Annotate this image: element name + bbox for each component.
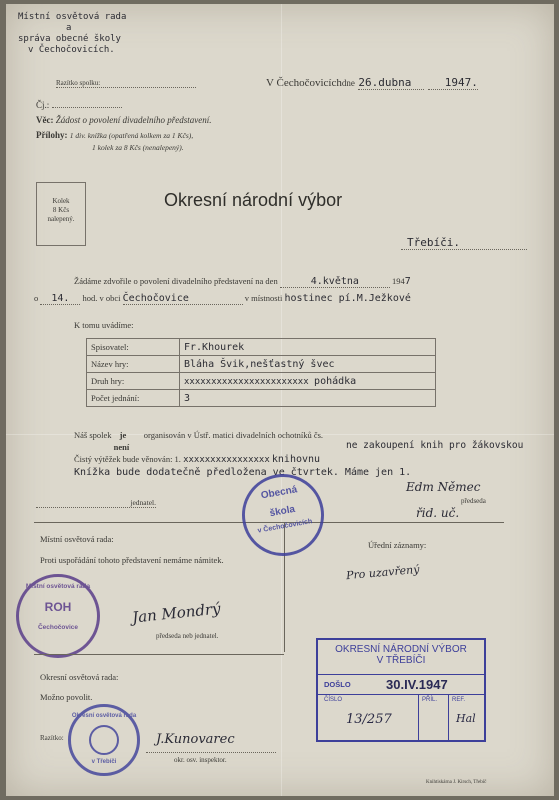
hour-text: hod. v obci <box>82 293 121 303</box>
venue: hostinec pí.M.Ježkové <box>284 293 411 304</box>
printer-imprint: Knihtiskárna J. Kirsch, Třebíč <box>426 780 487 785</box>
details-row <box>87 356 436 373</box>
attachments-label: Přílohy: <box>36 130 68 140</box>
org-line: Místní osvětová rada <box>18 12 127 22</box>
registry-stamp <box>316 638 486 742</box>
registry-divider <box>318 694 484 695</box>
ref-label: REF. <box>452 697 466 703</box>
signature-right: Edm Němec <box>406 480 481 494</box>
o-label: o <box>34 293 39 303</box>
attachments <box>36 130 193 140</box>
received-date: 30.IV.1947 <box>386 677 448 692</box>
club-status <box>74 430 324 452</box>
request-text: Žádáme zdvořile o povolení divadelního představení na den <box>74 276 278 286</box>
attachment-2: 1 kolek za 8 Kčs (nenalepený). <box>92 143 184 152</box>
number-label: ČÍSLO <box>324 697 343 703</box>
place: V Čechočovicích <box>266 77 342 89</box>
revenue-stamp-box <box>36 182 86 246</box>
addressee-title: Okresní národní výbor <box>164 190 343 210</box>
divider <box>34 654 284 655</box>
details-row <box>87 373 436 390</box>
received-label: DOŠLO <box>324 680 351 689</box>
detail-value: 3 <box>180 390 436 407</box>
local-council-label: Místní osvětová rada: <box>40 534 114 544</box>
detail-label: Počet jednání: <box>87 390 180 407</box>
chair-signature: Jan Mondrý <box>131 599 222 627</box>
registry-divider <box>318 674 484 675</box>
registry-city: V TŘEBÍČI <box>376 655 426 666</box>
official-notes-label: Úřední záznamy: <box>368 540 427 550</box>
org-header <box>18 12 126 56</box>
subject-label: Věc: <box>36 115 54 125</box>
stamp-text: ROH <box>44 600 72 614</box>
kolek-line: Kolek <box>52 197 70 205</box>
signature-line <box>146 752 276 753</box>
performance-date: 4.května <box>280 276 390 288</box>
stamp-text: v Čechočovicích <box>257 518 313 535</box>
detail-label: Spisovatel: <box>87 339 180 356</box>
request-line-2 <box>34 293 411 305</box>
k-tomu-label: K tomu uvádíme: <box>74 320 134 330</box>
place-date <box>266 76 478 90</box>
kolek-line: 8 Kčs <box>52 206 70 214</box>
local-council-text: Proti uspořádání tohoto představení nemáme námitek. <box>40 555 224 565</box>
local-council-stamp <box>16 574 100 658</box>
document-page <box>6 4 554 796</box>
venue-label: v místnosti <box>244 293 283 303</box>
signature-right-title: řid. uč. <box>416 506 460 520</box>
stamp-text: Místní osvětová rada <box>25 583 91 590</box>
org-line: správa obecné školy <box>18 34 121 44</box>
proceeds-label: Čistý výtěžek bude věnován: 1. <box>74 454 181 464</box>
play-type: pohádka <box>314 375 357 387</box>
subject-text: Žádost o povolení divadelního představení. <box>55 115 212 125</box>
stamp-text: Čechočovice <box>37 624 79 631</box>
date-value: 26.dubna <box>358 76 424 90</box>
chair-label-small: předseda <box>461 497 486 505</box>
detail-label: Název hry: <box>87 356 180 373</box>
year-digit: 7 <box>404 276 411 287</box>
stamp-text: Obecná <box>260 484 299 502</box>
cj-label <box>36 100 122 110</box>
details-table <box>86 338 436 407</box>
kolek-line: nalepený. <box>47 215 75 223</box>
struck-text: xxxxxxxxxxxxxxxxxxxxxxx <box>184 376 309 387</box>
detail-value: Fr.Khourek <box>180 339 436 356</box>
school-stamp <box>236 468 331 563</box>
club-seal-label: Razítko spolku: <box>56 79 196 88</box>
addressee-city: Třebíči. <box>401 236 527 250</box>
club-rest: organisován v Ústř. matici divadelních ochotníků čs. <box>143 430 324 440</box>
signature-caption: předseda neb jednatel. <box>156 632 219 640</box>
subject <box>36 115 211 125</box>
proceeds <box>74 454 320 465</box>
cj: Čj.: <box>36 100 50 110</box>
org-line: v Čechočovicích. <box>28 45 115 55</box>
registry-divider <box>418 694 419 740</box>
details-row <box>87 390 436 407</box>
attach-label: PŘÍL. <box>422 697 438 703</box>
registry-title: OKRESNÍ NÁRODNÍ VÝBOR <box>335 644 467 655</box>
inspector-caption: okr. osv. inspektor. <box>174 756 227 764</box>
detail-value <box>180 373 436 390</box>
ref-value: Hal <box>456 712 476 725</box>
details-row <box>87 339 436 356</box>
proceeds-value: knihovnu <box>271 454 321 465</box>
attachment-1: 1 div. knížka (opatřená kolkem za 1 Kčs), <box>69 131 194 140</box>
org-line: a <box>66 23 72 33</box>
detail-label: Druh hry: <box>87 373 180 390</box>
stamp-text: v Třebíči <box>91 759 117 765</box>
secretary-label: jednatel. <box>36 498 156 508</box>
year: 1947. <box>428 76 478 90</box>
stamp-text: škola <box>268 503 296 520</box>
emblem-icon <box>89 725 119 755</box>
district-stamp <box>68 704 140 776</box>
purpose-line: ne zakoupení knih pro žákovskou <box>346 440 524 451</box>
district-council-label: Okresní osvětová rada: <box>40 672 119 682</box>
club-text: Náš spolek <box>74 430 112 440</box>
neni: není <box>113 442 130 452</box>
district-council-text: Možno povolit. <box>40 692 93 702</box>
village: Čechočovice <box>123 293 243 305</box>
hour: 14. <box>40 293 80 305</box>
request-line-1 <box>74 276 411 288</box>
je: je <box>119 430 127 440</box>
note-line: Knížka bude dodatečně předložena ve čtvrtek. Máme jen 1. <box>74 467 412 478</box>
district-seal-label: Razítko: <box>40 734 64 742</box>
registry-divider <box>448 694 449 740</box>
cj-blank <box>52 107 122 108</box>
official-note: Pro uzavřený <box>345 562 420 583</box>
inspector-signature: J.Kunovarec <box>156 732 235 747</box>
stamp-text: Okresní osvětová rada <box>71 713 137 719</box>
detail-value: Bláha Švik,nešťastný švec <box>180 356 436 373</box>
year-prefix: 194 <box>391 276 405 286</box>
registry-number: 13/257 <box>346 712 392 727</box>
struck-text: xxxxxxxxxxxxxxxx <box>183 455 270 465</box>
date-prefix: dne <box>341 78 355 88</box>
